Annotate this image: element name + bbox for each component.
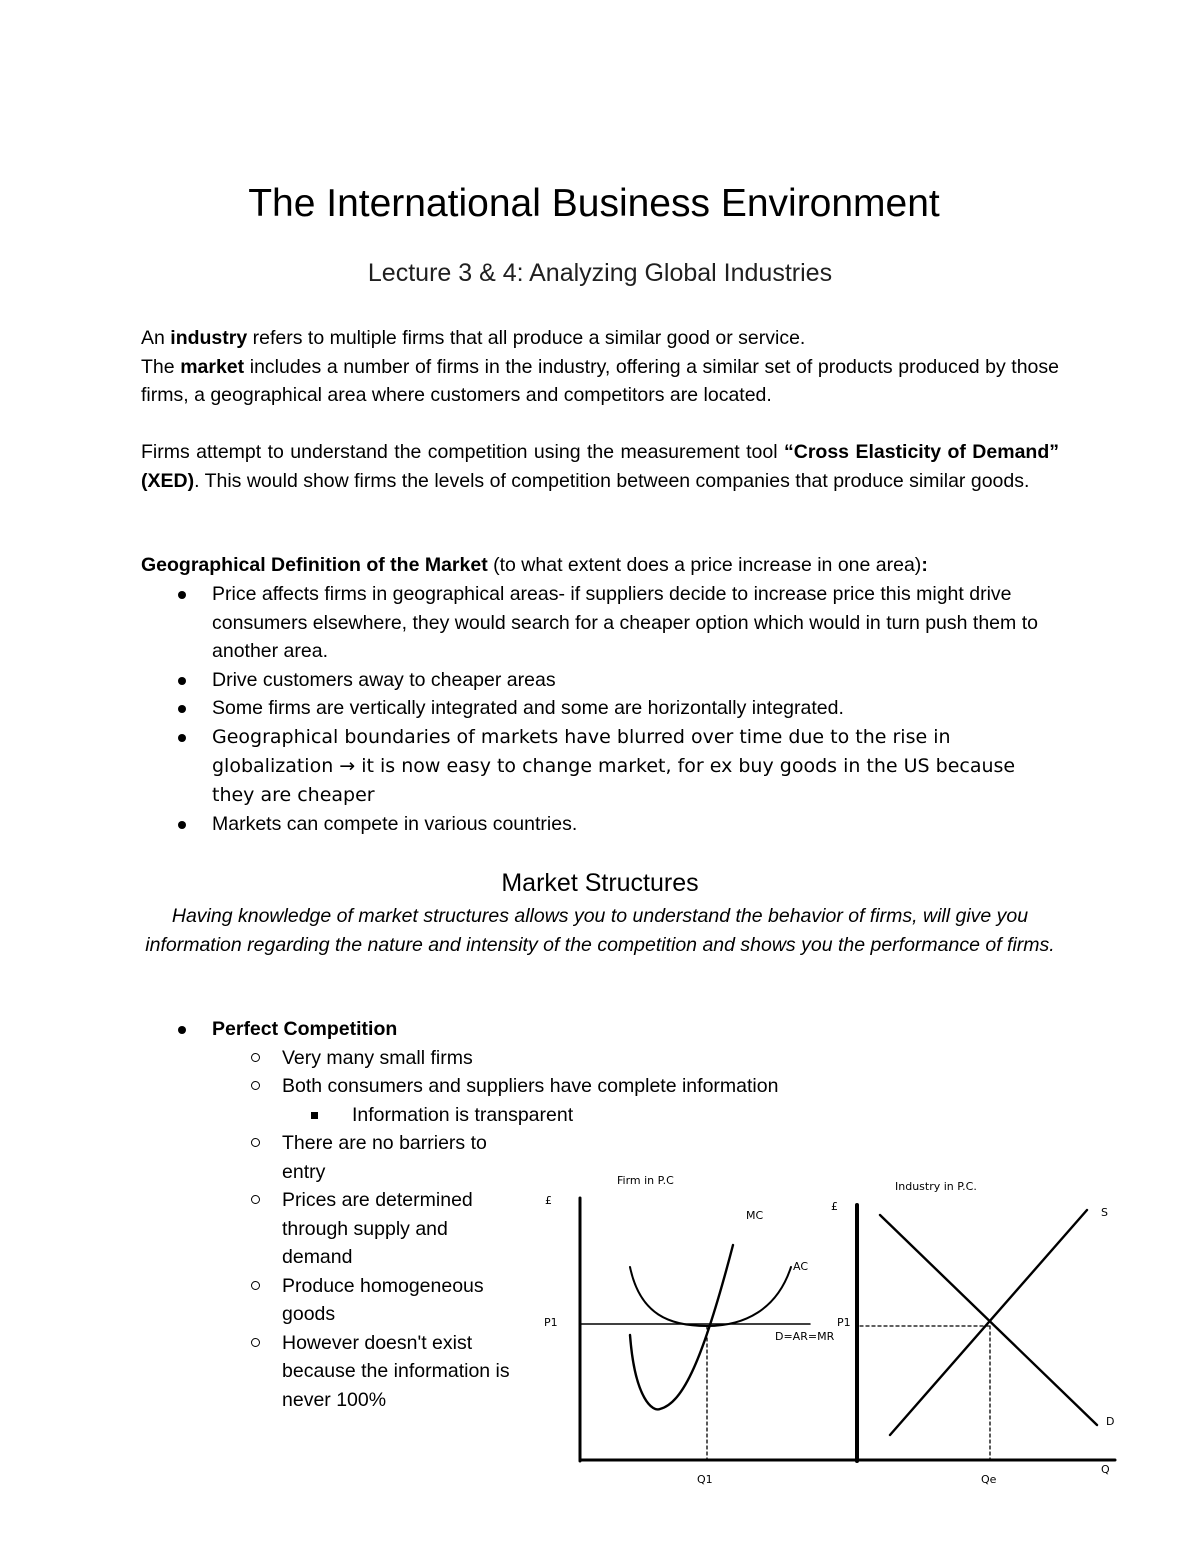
list-item — [141, 666, 1059, 695]
text-run: includes a number of firms in the industry, offering a similar set of products produced by those firms, a geographical area where customers and competitors are located. — [141, 355, 1059, 406]
list-item — [141, 1101, 852, 1130]
market-structures-heading: Market Structures — [501, 869, 699, 897]
industry-definition — [141, 324, 1059, 353]
text-run: . This would show firms the levels of competition between companies that produce similar goods. — [194, 469, 1030, 492]
list-item-text: Information is transparent — [352, 1103, 574, 1126]
q1-tick-label: Q1 — [697, 1473, 713, 1486]
list-item — [141, 1072, 1002, 1101]
list-item-text: Very many small firms — [282, 1046, 473, 1069]
firm-chart-title: Firm in P.C — [617, 1174, 674, 1187]
demand-ar-mr-label: D=AR=MR — [775, 1330, 835, 1343]
list-item-text: Produce homogeneous goods — [282, 1274, 484, 1325]
supply-label: S — [1101, 1206, 1108, 1219]
perfect-competition-diagram — [535, 1160, 1135, 1500]
ac-curve — [630, 1267, 791, 1326]
x-axis-label: Q — [1101, 1463, 1110, 1476]
bullet-icon — [178, 591, 186, 599]
xed-paragraph — [141, 438, 1059, 495]
text-run: An — [141, 327, 171, 349]
list-item — [141, 1129, 517, 1186]
list-item — [141, 1044, 541, 1073]
list-item-text: Geographical boundaries of markets have blurred over time due to the rise in globalization → it is now easy to change market, for ex buy goods in the US because they are cheaper — [212, 725, 1016, 806]
text-run: The — [141, 355, 181, 378]
market-definition — [141, 353, 1059, 410]
text-run: Firms attempt to understand the competition using the measurement tool — [141, 441, 784, 463]
list-item — [141, 1329, 517, 1415]
geo-bullet-list — [141, 580, 1059, 838]
list-item — [141, 723, 1059, 810]
industry-y-axis-label: £ — [831, 1200, 838, 1213]
square-bullet-icon — [311, 1112, 318, 1119]
industry-demand-line — [880, 1215, 1097, 1425]
industry-term: industry — [170, 327, 248, 349]
xed-term: “Cross Elasticity of Demand” (XED) — [141, 441, 1059, 492]
industry-price-label: P1 — [837, 1316, 851, 1329]
text-run: (to what extent does a price increase in one area) — [487, 554, 922, 576]
definitions-paragraph — [141, 324, 1059, 410]
bullet-icon — [178, 705, 186, 713]
circle-bullet-icon — [251, 1281, 260, 1290]
list-item-text: Markets can compete in various countries. — [212, 812, 578, 835]
lecture-subtitle: Lecture 3 & 4: Analyzing Global Industries — [367, 259, 833, 287]
industry-chart-title: Industry in P.C. — [895, 1180, 977, 1193]
bullet-icon — [178, 677, 186, 685]
mc-label: MC — [746, 1209, 764, 1222]
bullet-icon — [178, 1026, 186, 1034]
list-item-text: Some firms are vertically integrated and some are horizontally integrated. — [212, 697, 844, 719]
list-item — [141, 580, 1059, 666]
list-item-text: Drive customers away to cheaper areas — [212, 668, 556, 691]
list-item — [141, 694, 1059, 723]
perfect-competition-title: Perfect Competition — [212, 1018, 398, 1040]
market-structures-intro: Having knowledge of market structures allows you to understand the behavior of firms, will give you information regarding the nature and intensity of the competition and shows you the performance of firms. — [145, 905, 1055, 956]
geo-heading — [141, 551, 1059, 580]
circle-bullet-icon — [251, 1081, 260, 1090]
industry-supply-line — [890, 1210, 1087, 1435]
list-item-text: However doesn't exist because the information is never 100% — [282, 1331, 510, 1411]
list-item-text: Prices are determined through supply and demand — [282, 1189, 473, 1268]
list-item-text: Both consumers and suppliers have complete information — [282, 1075, 779, 1097]
circle-bullet-icon — [251, 1195, 260, 1204]
circle-bullet-icon — [251, 1338, 260, 1347]
list-item — [141, 1015, 541, 1044]
ac-label: AC — [793, 1260, 809, 1273]
list-item — [141, 1186, 517, 1272]
demand-label: D — [1106, 1415, 1115, 1428]
mc-curve — [630, 1245, 733, 1409]
circle-bullet-icon — [251, 1138, 260, 1147]
list-item-text: Price affects firms in geographical areas- if suppliers decide to increase price this might drive consumers elsewhere, they would search for a cheaper option which would in turn push them to another area. — [212, 583, 1038, 662]
circle-bullet-icon — [251, 1053, 260, 1062]
qe-tick-label: Qe — [981, 1473, 997, 1486]
firm-price-label: P1 — [544, 1316, 558, 1329]
page-title: The International Business Environment — [248, 182, 940, 225]
geo-heading-bold: Geographical Definition of the Market — [141, 554, 488, 576]
market-term: market — [180, 355, 245, 378]
text-run: refers to multiple firms that all produce a similar good or service. — [247, 327, 806, 349]
bullet-icon — [178, 734, 186, 742]
list-item-text: There are no barriers to entry — [282, 1132, 487, 1183]
firm-y-axis-label: £ — [545, 1194, 552, 1207]
text-run: : — [921, 554, 928, 576]
list-item — [141, 810, 1059, 839]
list-item — [141, 1272, 517, 1329]
bullet-icon — [178, 821, 186, 829]
